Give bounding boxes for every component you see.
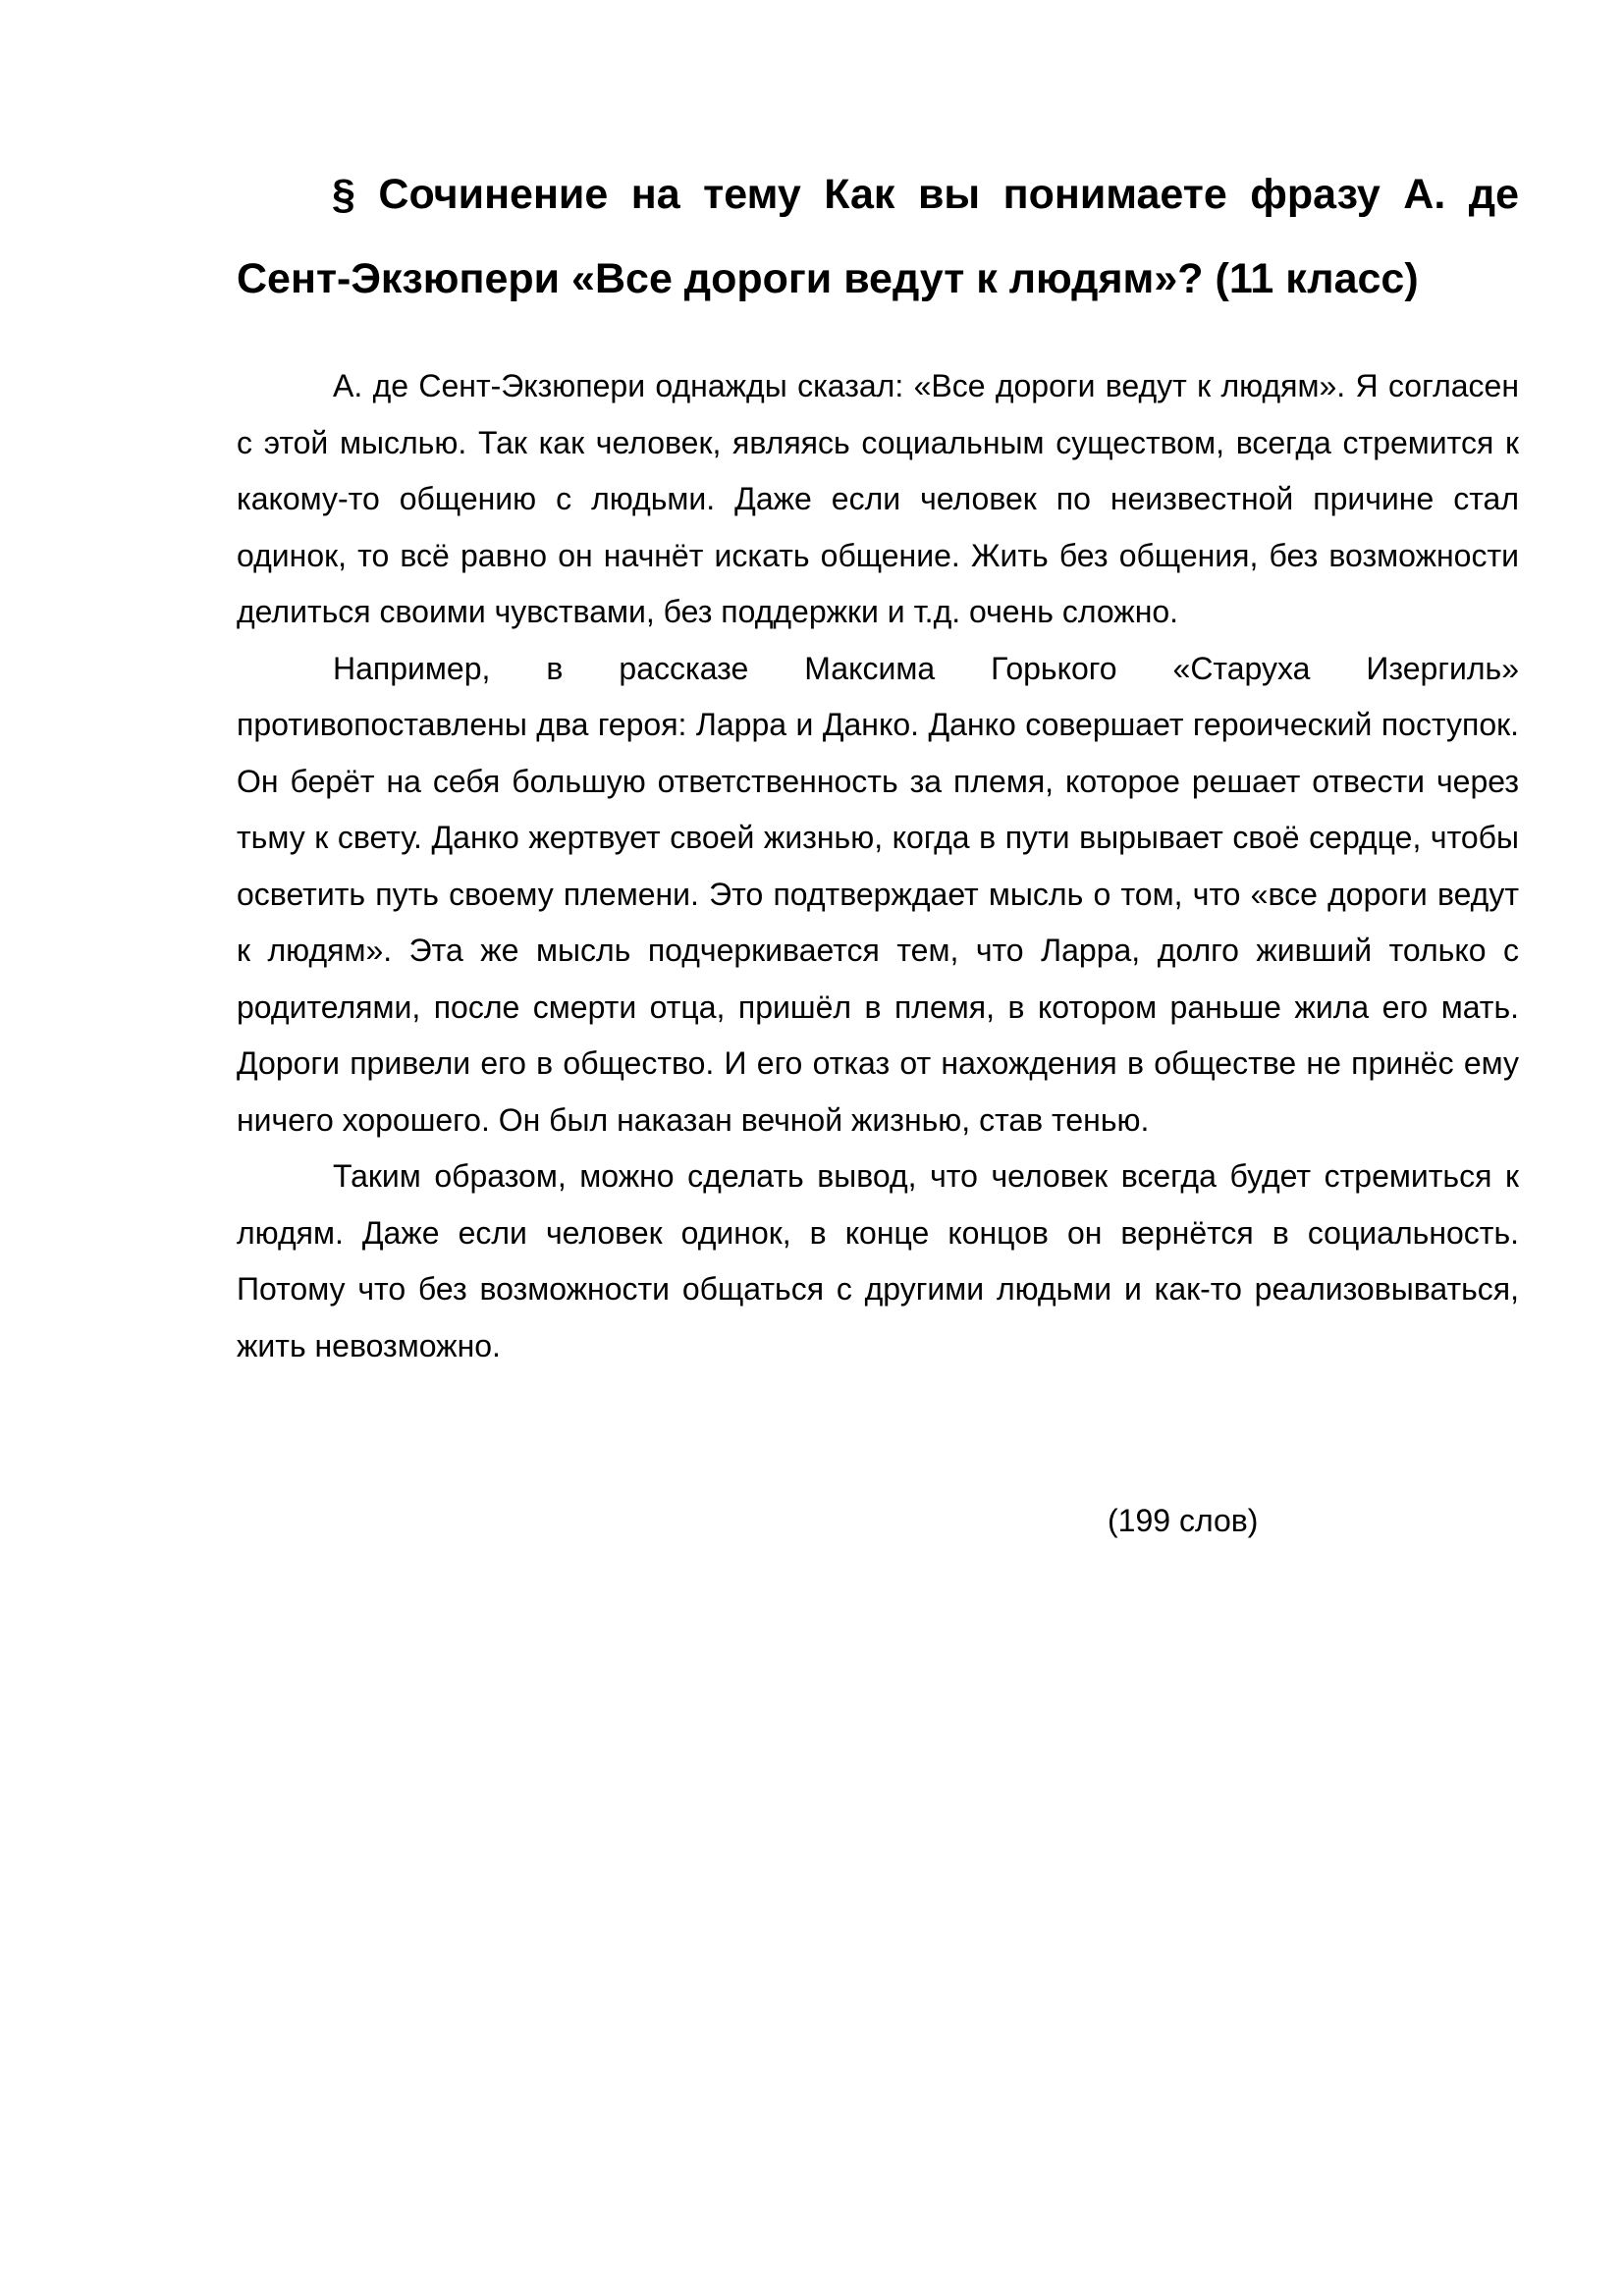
paragraph-2: Например, в рассказе Максима Горького «Старуха Изергиль» противопоставлены два героя: Ларра и Данко. Данко совершает героический поступок. Он берёт на себя большую ответственность за племя, которое решает отвести через тьму к свету. Данко жертвует своей жизнью, когда в пути вырывает своё сердце, чтобы осветить путь своему племени. Это подтверждает мысль о том, что «все дороги ведут к людям». Эта же мысль подчеркивается тем, что Ларра, долго живший только с родителями, после смерти отца, пришёл в племя, в котором раньше жила его мать. Дороги привели его в общество. И его отказ от нахождения в обществе не принёс ему ничего хорошего. Он был наказан вечной жизнью, став тенью. [237,650,1519,1138]
paragraph-3: Таким образом, можно сделать вывод, что человек всегда будет стремиться к людям. Даже если человек одинок, в конце концов он вернётся в социальность. Потому что без возможности общаться с другими людьми и как-то реализовываться, жить невозможно. [237,1158,1519,1363]
essay-body [237,358,1519,1374]
essay-title: § Сочинение на тему Как вы понимаете фразу А. де Сент-Экзюпери «Все дороги ведут к людям»? (11 класс) [237,171,1519,302]
word-count: (199 слов) [1108,1503,1259,1538]
paragraph-1: А. де Сент-Экзюпери однажды сказал: «Все дороги ведут к людям». Я согласен с этой мыслью. Так как человек, являясь социальным существом, всегда стремится к какому-то общению с людьми. Даже если человек по неизвестной причине стал одинок, то всё равно он начнёт искать общение. Жить без общения, без возможности делиться своими чувствами, без поддержки и т.д. очень сложно. [237,368,1519,629]
